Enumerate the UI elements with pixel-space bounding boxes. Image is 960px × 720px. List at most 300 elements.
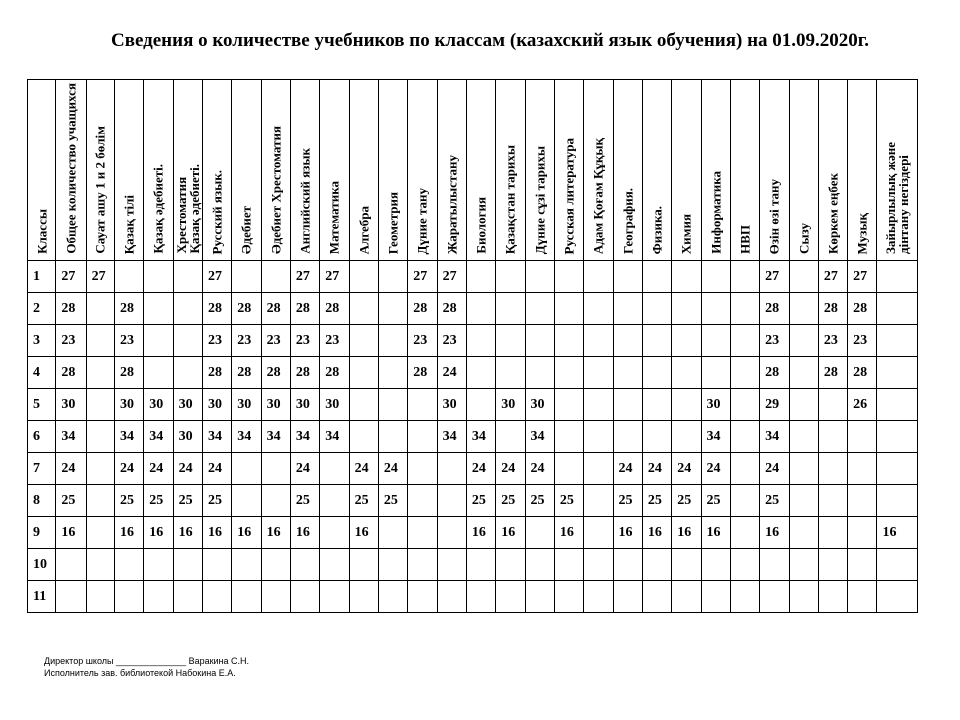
count-cell: 23 — [437, 325, 466, 357]
count-cell: 34 — [261, 421, 290, 453]
count-cell — [261, 485, 290, 517]
count-cell: 28 — [114, 293, 143, 325]
count-cell — [173, 357, 202, 389]
count-cell: 23 — [232, 325, 261, 357]
column-header — [877, 80, 918, 261]
count-cell: 25 — [525, 485, 554, 517]
column-header-label: Әдебиет — [238, 205, 254, 254]
count-cell — [554, 581, 583, 613]
count-cell — [584, 581, 613, 613]
count-cell — [877, 581, 918, 613]
count-cell: 28 — [320, 293, 349, 325]
count-cell: 16 — [613, 517, 642, 549]
table-row — [28, 517, 918, 549]
column-header-label: География. — [620, 188, 636, 254]
column-header — [173, 80, 202, 261]
column-header — [261, 80, 290, 261]
column-header-label: Музық — [854, 212, 870, 254]
column-header-label: Жаратылыстану — [444, 154, 460, 254]
count-cell: 24 — [173, 453, 202, 485]
count-cell: 34 — [144, 421, 173, 453]
count-cell — [701, 581, 730, 613]
column-header — [613, 80, 642, 261]
class-number-cell: 11 — [28, 581, 56, 613]
count-cell — [642, 581, 671, 613]
page-title: Сведения о количестве учебников по классам (казахский язык обучения) на 01.09.2020г. — [110, 30, 870, 51]
count-cell — [672, 581, 701, 613]
count-cell — [320, 453, 349, 485]
count-cell: 34 — [290, 421, 319, 453]
column-header — [232, 80, 261, 261]
count-cell — [554, 325, 583, 357]
count-cell: 27 — [408, 261, 437, 293]
count-cell — [730, 517, 759, 549]
count-cell — [848, 453, 877, 485]
count-cell — [86, 293, 114, 325]
count-cell: 28 — [818, 293, 847, 325]
count-cell — [672, 421, 701, 453]
column-header-label: Қазақ тілі — [121, 194, 137, 254]
count-cell: 27 — [202, 261, 231, 293]
count-cell — [789, 293, 818, 325]
count-cell: 25 — [672, 485, 701, 517]
count-cell: 27 — [86, 261, 114, 293]
count-cell — [86, 581, 114, 613]
count-cell — [584, 325, 613, 357]
column-header-label: Көркем еңбек — [825, 172, 841, 254]
count-cell — [642, 261, 671, 293]
count-cell — [554, 453, 583, 485]
column-header — [848, 80, 877, 261]
count-cell — [584, 261, 613, 293]
count-cell — [408, 485, 437, 517]
count-cell — [290, 581, 319, 613]
count-cell — [232, 453, 261, 485]
count-cell — [642, 389, 671, 421]
count-cell: 30 — [437, 389, 466, 421]
count-cell — [584, 517, 613, 549]
column-header — [437, 80, 466, 261]
count-cell: 28 — [290, 357, 319, 389]
count-cell: 24 — [437, 357, 466, 389]
column-header-label: Геометрия — [385, 191, 401, 254]
column-header — [760, 80, 789, 261]
count-cell: 27 — [320, 261, 349, 293]
column-header — [114, 80, 143, 261]
count-cell — [848, 517, 877, 549]
column-header-label: Физика. — [649, 205, 665, 254]
count-cell: 30 — [144, 389, 173, 421]
count-cell: 24 — [613, 453, 642, 485]
count-cell — [232, 261, 261, 293]
count-cell — [144, 581, 173, 613]
column-header — [525, 80, 554, 261]
column-header — [672, 80, 701, 261]
count-cell — [378, 293, 407, 325]
class-number-cell: 1 — [28, 261, 56, 293]
count-cell: 25 — [554, 485, 583, 517]
count-cell — [642, 357, 671, 389]
class-number-cell: 2 — [28, 293, 56, 325]
count-cell: 16 — [261, 517, 290, 549]
count-cell: 27 — [848, 261, 877, 293]
count-cell: 16 — [642, 517, 671, 549]
class-number-cell: 4 — [28, 357, 56, 389]
count-cell: 23 — [114, 325, 143, 357]
column-header — [349, 80, 378, 261]
column-header-label: Хрестоматия Қазақ әдебиеті. — [173, 164, 202, 254]
count-cell — [613, 357, 642, 389]
count-cell — [672, 389, 701, 421]
column-header — [789, 80, 818, 261]
count-cell: 26 — [848, 389, 877, 421]
count-cell — [56, 581, 86, 613]
column-header — [554, 80, 583, 261]
count-cell — [144, 261, 173, 293]
count-cell: 34 — [466, 421, 495, 453]
count-cell — [642, 421, 671, 453]
count-cell: 24 — [349, 453, 378, 485]
count-cell — [672, 549, 701, 581]
count-cell: 24 — [202, 453, 231, 485]
count-cell: 28 — [848, 293, 877, 325]
count-cell: 27 — [56, 261, 86, 293]
column-header-label: Алгебра — [356, 205, 372, 254]
column-header — [320, 80, 349, 261]
count-cell — [56, 549, 86, 581]
table-row — [28, 581, 918, 613]
count-cell: 25 — [202, 485, 231, 517]
count-cell: 16 — [349, 517, 378, 549]
count-cell — [730, 581, 759, 613]
count-cell — [86, 517, 114, 549]
count-cell — [261, 581, 290, 613]
column-header-label: Информатика — [708, 171, 724, 254]
textbook-table — [27, 79, 918, 613]
count-cell: 28 — [232, 357, 261, 389]
count-cell — [818, 453, 847, 485]
count-cell — [466, 293, 495, 325]
count-cell — [789, 517, 818, 549]
column-header-label: Өзін өзі тану — [766, 178, 782, 254]
count-cell — [701, 357, 730, 389]
count-cell: 16 — [173, 517, 202, 549]
count-cell — [554, 421, 583, 453]
column-header-label: Химия — [678, 213, 694, 254]
count-cell: 30 — [114, 389, 143, 421]
class-number-cell: 9 — [28, 517, 56, 549]
count-cell: 30 — [261, 389, 290, 421]
count-cell: 23 — [290, 325, 319, 357]
column-header — [86, 80, 114, 261]
count-cell — [730, 389, 759, 421]
count-cell — [86, 325, 114, 357]
count-cell — [730, 261, 759, 293]
count-cell — [672, 325, 701, 357]
count-cell: 16 — [202, 517, 231, 549]
count-cell — [789, 485, 818, 517]
count-cell: 16 — [232, 517, 261, 549]
count-cell: 27 — [437, 261, 466, 293]
count-cell: 30 — [496, 389, 525, 421]
count-cell: 30 — [701, 389, 730, 421]
count-cell: 28 — [818, 357, 847, 389]
count-cell — [437, 485, 466, 517]
count-cell — [554, 549, 583, 581]
count-cell — [202, 549, 231, 581]
column-header-label: Дүние сұзі тарихы — [532, 145, 548, 254]
count-cell — [877, 549, 918, 581]
count-cell: 23 — [818, 325, 847, 357]
count-cell: 28 — [408, 357, 437, 389]
count-cell — [466, 261, 495, 293]
count-cell: 28 — [848, 357, 877, 389]
count-cell: 29 — [760, 389, 789, 421]
count-cell — [877, 261, 918, 293]
count-cell — [818, 517, 847, 549]
count-cell — [525, 325, 554, 357]
count-cell — [261, 453, 290, 485]
count-cell — [730, 421, 759, 453]
count-cell — [613, 293, 642, 325]
count-cell: 23 — [408, 325, 437, 357]
count-cell — [261, 549, 290, 581]
count-cell: 28 — [202, 357, 231, 389]
count-cell: 25 — [466, 485, 495, 517]
count-cell — [818, 421, 847, 453]
count-cell — [320, 581, 349, 613]
count-cell — [730, 293, 759, 325]
count-cell — [437, 581, 466, 613]
count-cell: 30 — [525, 389, 554, 421]
count-cell: 16 — [554, 517, 583, 549]
column-header — [378, 80, 407, 261]
count-cell — [642, 293, 671, 325]
count-cell — [202, 581, 231, 613]
count-cell — [290, 549, 319, 581]
count-cell: 24 — [642, 453, 671, 485]
count-cell: 28 — [290, 293, 319, 325]
table-row — [28, 453, 918, 485]
count-cell — [584, 357, 613, 389]
count-cell: 23 — [56, 325, 86, 357]
count-cell — [173, 549, 202, 581]
count-cell: 23 — [261, 325, 290, 357]
count-cell — [642, 325, 671, 357]
count-cell — [789, 261, 818, 293]
count-cell — [466, 581, 495, 613]
count-cell: 30 — [202, 389, 231, 421]
header-row — [28, 80, 918, 261]
count-cell — [818, 485, 847, 517]
count-cell: 23 — [760, 325, 789, 357]
executor-line: Исполнитель зав. библиотекой Набокина Е.А. — [44, 668, 236, 678]
count-cell: 25 — [349, 485, 378, 517]
count-cell: 25 — [173, 485, 202, 517]
count-cell — [730, 325, 759, 357]
count-cell: 28 — [760, 293, 789, 325]
count-cell — [584, 485, 613, 517]
count-cell: 28 — [320, 357, 349, 389]
count-cell: 24 — [144, 453, 173, 485]
column-header-label: Адам Қоғам Құқық — [590, 137, 606, 254]
column-header-label: Әдебиет Хрестоматия — [268, 126, 284, 254]
count-cell — [789, 581, 818, 613]
column-header — [408, 80, 437, 261]
class-number-cell: 6 — [28, 421, 56, 453]
count-cell: 25 — [114, 485, 143, 517]
count-cell — [86, 389, 114, 421]
count-cell: 16 — [760, 517, 789, 549]
count-cell — [349, 357, 378, 389]
count-cell — [760, 549, 789, 581]
count-cell — [378, 549, 407, 581]
count-cell: 23 — [848, 325, 877, 357]
count-cell — [525, 581, 554, 613]
count-cell — [525, 261, 554, 293]
count-cell — [144, 549, 173, 581]
count-cell — [349, 261, 378, 293]
count-cell — [789, 325, 818, 357]
count-cell — [789, 421, 818, 453]
count-cell — [877, 325, 918, 357]
count-cell: 34 — [437, 421, 466, 453]
count-cell — [408, 549, 437, 581]
column-header-label: Английский язык — [297, 148, 313, 254]
count-cell: 24 — [760, 453, 789, 485]
class-number-cell: 7 — [28, 453, 56, 485]
count-cell — [349, 549, 378, 581]
count-cell — [114, 261, 143, 293]
count-cell — [525, 549, 554, 581]
count-cell — [613, 421, 642, 453]
column-header — [642, 80, 671, 261]
count-cell — [349, 581, 378, 613]
table-row — [28, 421, 918, 453]
count-cell — [408, 581, 437, 613]
count-cell — [466, 549, 495, 581]
count-cell — [466, 357, 495, 389]
count-cell — [466, 389, 495, 421]
count-cell — [496, 261, 525, 293]
table-row — [28, 261, 918, 293]
count-cell — [789, 549, 818, 581]
count-cell: 34 — [114, 421, 143, 453]
column-header-label: Математика — [326, 180, 342, 254]
count-cell — [378, 517, 407, 549]
count-cell: 25 — [642, 485, 671, 517]
count-cell: 24 — [525, 453, 554, 485]
count-cell — [261, 261, 290, 293]
column-header — [730, 80, 759, 261]
count-cell — [848, 421, 877, 453]
count-cell: 23 — [320, 325, 349, 357]
count-cell — [877, 389, 918, 421]
count-cell — [349, 389, 378, 421]
count-cell — [613, 261, 642, 293]
count-cell — [672, 357, 701, 389]
count-cell — [86, 357, 114, 389]
count-cell — [584, 389, 613, 421]
director-signature-line: Директор школы ______________ Варакина С.Н. — [44, 656, 250, 666]
count-cell: 28 — [437, 293, 466, 325]
count-cell — [349, 325, 378, 357]
count-cell — [613, 325, 642, 357]
count-cell — [320, 485, 349, 517]
count-cell: 24 — [56, 453, 86, 485]
column-header-label: Сауат ашу 1 и 2 бөлім — [92, 126, 108, 254]
count-cell — [701, 325, 730, 357]
count-cell — [818, 581, 847, 613]
count-cell — [525, 357, 554, 389]
count-cell: 27 — [818, 261, 847, 293]
count-cell — [554, 261, 583, 293]
count-cell — [173, 293, 202, 325]
count-cell — [672, 261, 701, 293]
count-cell — [173, 581, 202, 613]
count-cell — [466, 325, 495, 357]
count-cell — [584, 421, 613, 453]
count-cell — [378, 325, 407, 357]
count-cell — [496, 357, 525, 389]
column-header-label: Зайырлылық және дінтану негіздері — [883, 142, 912, 254]
footer — [44, 655, 249, 679]
count-cell — [496, 549, 525, 581]
count-cell — [584, 549, 613, 581]
count-cell — [86, 549, 114, 581]
count-cell — [496, 421, 525, 453]
column-header — [818, 80, 847, 261]
count-cell: 25 — [144, 485, 173, 517]
column-header-label: Общее количество учащихся — [63, 83, 79, 254]
count-cell — [173, 261, 202, 293]
column-header — [466, 80, 495, 261]
count-cell — [144, 325, 173, 357]
count-cell — [378, 421, 407, 453]
count-cell: 34 — [760, 421, 789, 453]
count-cell — [408, 389, 437, 421]
count-cell — [173, 325, 202, 357]
count-cell — [525, 293, 554, 325]
count-cell — [730, 485, 759, 517]
count-cell: 34 — [56, 421, 86, 453]
count-cell — [554, 357, 583, 389]
column-header — [701, 80, 730, 261]
count-cell: 24 — [466, 453, 495, 485]
count-cell — [613, 389, 642, 421]
count-cell: 25 — [56, 485, 86, 517]
count-cell — [408, 453, 437, 485]
column-header — [56, 80, 86, 261]
count-cell: 27 — [760, 261, 789, 293]
count-cell: 28 — [408, 293, 437, 325]
count-cell: 16 — [56, 517, 86, 549]
column-header-label: Русская литература — [561, 137, 577, 254]
column-header-label: Русский язык. — [209, 169, 225, 254]
count-cell — [730, 453, 759, 485]
count-cell: 28 — [56, 357, 86, 389]
count-cell — [378, 581, 407, 613]
column-header-label: НВП — [737, 225, 753, 254]
column-header — [144, 80, 173, 261]
column-header-label: Дүние тану — [414, 187, 430, 254]
count-cell — [496, 325, 525, 357]
count-cell — [144, 357, 173, 389]
count-cell — [848, 485, 877, 517]
count-cell — [86, 485, 114, 517]
count-cell — [789, 453, 818, 485]
count-cell — [232, 485, 261, 517]
